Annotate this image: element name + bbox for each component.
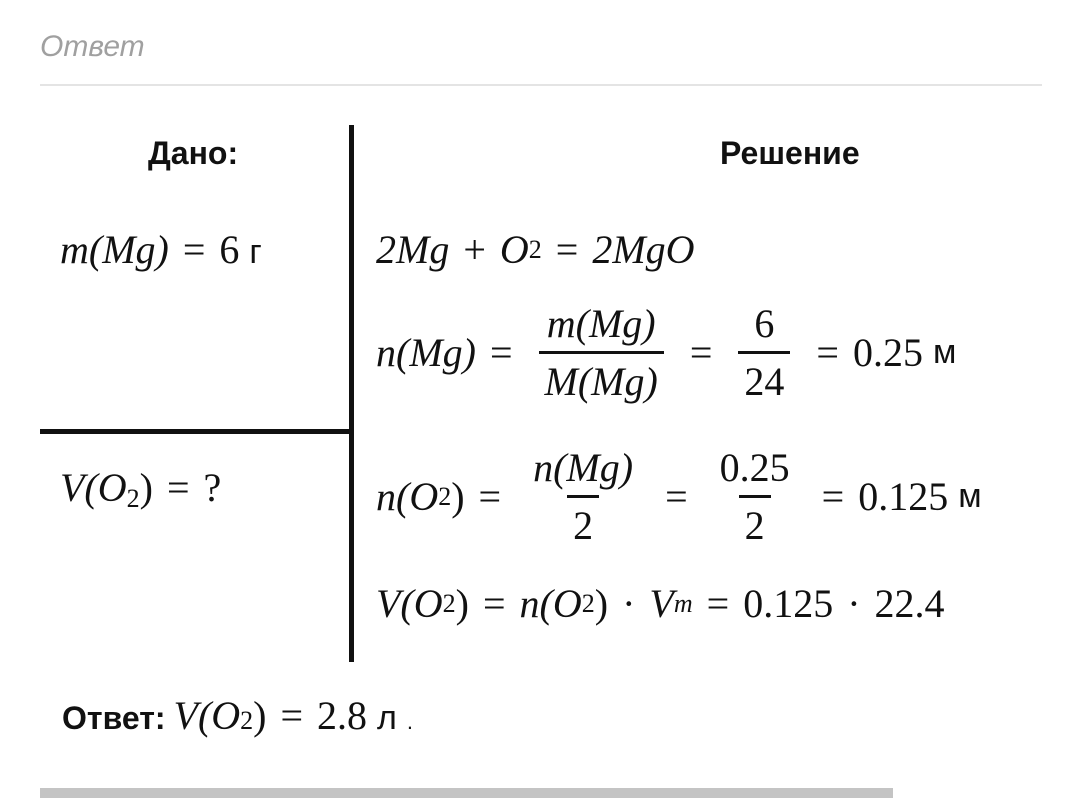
fraction-numerator: 0.25 bbox=[719, 445, 790, 490]
final-answer: Ответ: V(O 2 ) = 2.8 л . bbox=[62, 693, 414, 738]
fraction-numerator: m(Mg) bbox=[546, 301, 656, 346]
mass-over-molar-mass-fraction bbox=[539, 300, 664, 405]
moles-mg-symbol: n(Mg) bbox=[376, 330, 476, 375]
multiply-dot: · bbox=[622, 581, 636, 626]
multiply-dot: · bbox=[847, 581, 861, 626]
reaction-equation: 2Mg + O 2 = 2MgO bbox=[376, 227, 695, 272]
moles-ratio-fraction bbox=[527, 444, 639, 549]
given-mass-unit: г bbox=[249, 233, 262, 271]
equals-sign: = bbox=[280, 693, 304, 738]
moles-unit: м bbox=[932, 333, 957, 371]
product-mgo: 2MgO bbox=[592, 227, 695, 272]
moles-mg-formula bbox=[376, 300, 956, 405]
given-mass-symbol: m(Mg) bbox=[60, 227, 169, 272]
volume-o2-paren: ) bbox=[455, 581, 469, 626]
given-mass-value: 6 bbox=[219, 227, 240, 272]
find-volume-formula bbox=[60, 464, 221, 511]
header-divider bbox=[40, 84, 1042, 86]
equals-sign: = bbox=[665, 474, 688, 519]
solution-area bbox=[376, 200, 1043, 660]
equals-sign: = bbox=[478, 474, 502, 519]
moles-o2-formula: n(O 2 ) = $\frac{n(Mg)}{2}$ = $\frac{0.25}{2}$ = 0.125 м bbox=[376, 445, 982, 548]
moles-unit: м bbox=[958, 477, 982, 515]
equals-sign: = bbox=[689, 330, 713, 375]
given-title: Дано: bbox=[148, 135, 239, 171]
answer-unit: л bbox=[377, 699, 397, 737]
equals-sign: = bbox=[482, 581, 506, 626]
moles-o2-symbol: n(O bbox=[376, 474, 439, 519]
fraction-denominator: 2 bbox=[739, 495, 771, 549]
table-vertical-divider bbox=[349, 125, 354, 662]
volume-o2-symbol: V(O bbox=[376, 581, 443, 626]
molar-volume-symbol: V bbox=[649, 581, 674, 626]
moles-o2-paren: ) bbox=[451, 474, 465, 519]
moles-o2-result: 0.125 bbox=[858, 474, 949, 519]
find-volume-unknown: ? bbox=[203, 465, 222, 510]
plus-sign: + bbox=[463, 227, 486, 272]
equals-sign: = bbox=[166, 465, 190, 510]
moles-mg-result: 0.25 bbox=[852, 330, 923, 375]
fraction-denominator: M(Mg) bbox=[539, 351, 664, 405]
answer-volume-paren: ) bbox=[253, 693, 267, 738]
moles-o2-term: n(O bbox=[519, 581, 582, 626]
equals-sign: = bbox=[555, 227, 579, 272]
fraction-denominator: 24 bbox=[738, 351, 790, 405]
find-volume-paren: ) bbox=[139, 465, 153, 510]
answer-label: Ответ: bbox=[62, 700, 166, 736]
table-horizontal-divider bbox=[40, 429, 352, 434]
volume-o2-formula: V(O 2 ) = n(O 2 ) · V m = 0.125 · 22.4 bbox=[376, 581, 945, 626]
horizontal-scrollbar[interactable] bbox=[40, 788, 893, 798]
answer-period: . bbox=[406, 709, 414, 734]
equals-sign: = bbox=[489, 330, 513, 375]
reactant-mg: 2Mg bbox=[376, 227, 450, 272]
answer-volume-symbol: V(O bbox=[173, 693, 241, 738]
reactant-o2: O bbox=[499, 227, 529, 272]
moles-value: 0.125 bbox=[743, 581, 834, 626]
answer-section-title: Ответ bbox=[40, 30, 145, 63]
fraction-numerator: n(Mg) bbox=[533, 445, 634, 490]
equals-sign: = bbox=[816, 330, 839, 375]
given-mass-formula bbox=[60, 226, 262, 273]
find-volume-subscript: 2 bbox=[126, 484, 140, 513]
answer-value: 2.8 bbox=[317, 693, 368, 738]
equals-sign: = bbox=[821, 474, 845, 519]
numeric-fraction bbox=[714, 444, 796, 549]
equals-sign: = bbox=[706, 581, 730, 626]
fraction-numerator: 6 bbox=[754, 301, 775, 346]
find-volume-symbol: V(O bbox=[60, 465, 127, 510]
fraction-denominator: 2 bbox=[567, 495, 599, 549]
moles-o2-term-paren: ) bbox=[594, 581, 609, 626]
solution-title: Решение bbox=[720, 135, 860, 171]
numeric-fraction bbox=[738, 300, 790, 405]
equals-sign: = bbox=[182, 227, 206, 272]
molar-volume-value: 22.4 bbox=[874, 581, 945, 626]
